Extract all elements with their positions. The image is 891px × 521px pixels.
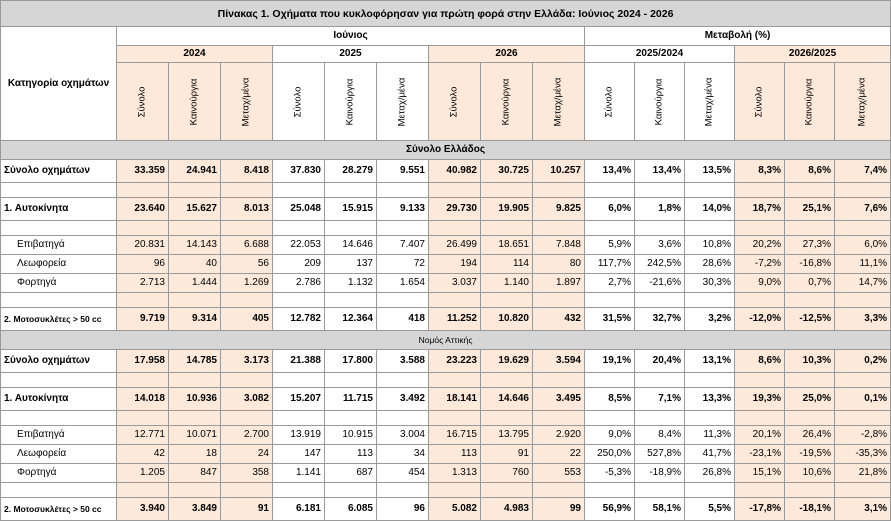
table-cell: 10.257 bbox=[533, 160, 585, 183]
table-cell: 10.915 bbox=[325, 426, 377, 445]
table-cell: 31,5% bbox=[585, 308, 635, 331]
column-subheader-label: Σύνολο bbox=[753, 86, 765, 117]
table-cell: 4.983 bbox=[481, 498, 533, 521]
table-cell: 23.640 bbox=[117, 198, 169, 221]
table-cell: 0,7% bbox=[785, 274, 835, 293]
table-cell: 9,0% bbox=[585, 426, 635, 445]
table-cell: -7,2% bbox=[735, 255, 785, 274]
table-cell: 1.897 bbox=[533, 274, 585, 293]
table-cell: 12.771 bbox=[117, 426, 169, 445]
table-cell: 113 bbox=[429, 445, 481, 464]
table-cell: -17,8% bbox=[735, 498, 785, 521]
table-cell: 58,1% bbox=[635, 498, 685, 521]
column-subheader bbox=[169, 63, 221, 141]
column-subheader-label: Καινούργια bbox=[653, 78, 665, 125]
table-cell: 7.407 bbox=[377, 236, 429, 255]
table-cell: 10,8% bbox=[685, 236, 735, 255]
table-cell: 20,2% bbox=[735, 236, 785, 255]
table-cell: 13,4% bbox=[585, 160, 635, 183]
row-label: Λεωφορεία bbox=[1, 255, 117, 274]
table-row bbox=[1, 255, 891, 274]
table-cell: 15.915 bbox=[325, 198, 377, 221]
table-cell: 1.444 bbox=[169, 274, 221, 293]
column-subheader-label: Καινούργια bbox=[344, 78, 356, 125]
table-cell: 10,6% bbox=[785, 464, 835, 483]
row-label: Επιβατηγά bbox=[1, 426, 117, 445]
table-cell: 96 bbox=[117, 255, 169, 274]
table-cell: 10.936 bbox=[169, 388, 221, 411]
table-row bbox=[1, 350, 891, 373]
table-cell: 114 bbox=[481, 255, 533, 274]
table-cell: 9.551 bbox=[377, 160, 429, 183]
table-cell: 15.207 bbox=[273, 388, 325, 411]
column-subheader bbox=[377, 63, 429, 141]
table-cell: 0,1% bbox=[835, 388, 891, 411]
column-subheader-label: Καινούργια bbox=[188, 78, 200, 125]
table-cell: 2.713 bbox=[117, 274, 169, 293]
table-cell: -35,3% bbox=[835, 445, 891, 464]
table-cell: 18.651 bbox=[481, 236, 533, 255]
table-cell: 26,4% bbox=[785, 426, 835, 445]
table-cell: 25.048 bbox=[273, 198, 325, 221]
row-label: Φορτηγά bbox=[1, 274, 117, 293]
table-cell: 11.252 bbox=[429, 308, 481, 331]
table-cell: 847 bbox=[169, 464, 221, 483]
table-cell: 3,2% bbox=[685, 308, 735, 331]
group-header-change: Μεταβολή (%) bbox=[585, 27, 891, 46]
table-cell: 8.013 bbox=[221, 198, 273, 221]
column-subheader-label: Μεταχ/μένα bbox=[856, 77, 868, 126]
table-cell: 5.082 bbox=[429, 498, 481, 521]
table-cell: 18 bbox=[169, 445, 221, 464]
table-row bbox=[1, 426, 891, 445]
table-cell: 7.848 bbox=[533, 236, 585, 255]
table-cell: 96 bbox=[377, 498, 429, 521]
column-subheader bbox=[273, 63, 325, 141]
table-cell: 10,3% bbox=[785, 350, 835, 373]
table-cell: -16,8% bbox=[785, 255, 835, 274]
table-cell: 147 bbox=[273, 445, 325, 464]
table-cell: 19.629 bbox=[481, 350, 533, 373]
group-header-month: Ιούνιος bbox=[117, 27, 585, 46]
table-cell: 9.825 bbox=[533, 198, 585, 221]
spacer-row bbox=[1, 411, 891, 426]
year-header-2026: 2026 bbox=[429, 46, 585, 63]
table-cell: 13,3% bbox=[685, 388, 735, 411]
table-cell: 15.627 bbox=[169, 198, 221, 221]
table-cell: 113 bbox=[325, 445, 377, 464]
table-cell: 32,7% bbox=[635, 308, 685, 331]
column-subheader bbox=[481, 63, 533, 141]
table-cell: 14.143 bbox=[169, 236, 221, 255]
table-cell: 80 bbox=[533, 255, 585, 274]
row-label: Φορτηγά bbox=[1, 464, 117, 483]
table-cell: 1.313 bbox=[429, 464, 481, 483]
table-cell: 40 bbox=[169, 255, 221, 274]
table-cell: 22 bbox=[533, 445, 585, 464]
table-cell: 25,0% bbox=[785, 388, 835, 411]
table-cell: 3,3% bbox=[835, 308, 891, 331]
table-cell: 13,5% bbox=[685, 160, 735, 183]
table-row bbox=[1, 274, 891, 293]
section-header: Σύνολο Ελλάδος bbox=[1, 141, 891, 160]
row-label: Σύνολο οχημάτων bbox=[1, 350, 117, 373]
table-cell: 3.495 bbox=[533, 388, 585, 411]
table-cell: 14.785 bbox=[169, 350, 221, 373]
column-subheader-label: Μεταχ/μένα bbox=[396, 77, 408, 126]
table-cell: 1.141 bbox=[273, 464, 325, 483]
spacer-row bbox=[1, 221, 891, 236]
table-cell: 6.085 bbox=[325, 498, 377, 521]
column-subheader bbox=[221, 63, 273, 141]
table-cell: 22.053 bbox=[273, 236, 325, 255]
table-row bbox=[1, 464, 891, 483]
table-cell: 21,8% bbox=[835, 464, 891, 483]
spacer-row bbox=[1, 183, 891, 198]
table-cell: 41,7% bbox=[685, 445, 735, 464]
spacer-row bbox=[1, 483, 891, 498]
table-cell: 250,0% bbox=[585, 445, 635, 464]
table-cell: 11.715 bbox=[325, 388, 377, 411]
table-cell: 1,8% bbox=[635, 198, 685, 221]
section-header: Νομός Αττικής bbox=[1, 331, 891, 350]
table-cell: 25,1% bbox=[785, 198, 835, 221]
table-cell: -12,5% bbox=[785, 308, 835, 331]
table-cell: 19,3% bbox=[735, 388, 785, 411]
table-cell: 40.982 bbox=[429, 160, 481, 183]
table-cell: 28.279 bbox=[325, 160, 377, 183]
table-cell: 9,0% bbox=[735, 274, 785, 293]
table-cell: 8,3% bbox=[735, 160, 785, 183]
column-subheader bbox=[325, 63, 377, 141]
table-cell: 3.492 bbox=[377, 388, 429, 411]
table-cell: 194 bbox=[429, 255, 481, 274]
category-header: Κατηγορία οχημάτων bbox=[1, 27, 117, 141]
table-cell: 242,5% bbox=[635, 255, 685, 274]
table-cell: 8,5% bbox=[585, 388, 635, 411]
table-cell: 1.140 bbox=[481, 274, 533, 293]
table-row bbox=[1, 160, 891, 183]
table-cell: 72 bbox=[377, 255, 429, 274]
table-cell: 6.181 bbox=[273, 498, 325, 521]
table-cell: 8.418 bbox=[221, 160, 273, 183]
table-cell: 1.269 bbox=[221, 274, 273, 293]
table-cell: 14.646 bbox=[325, 236, 377, 255]
column-subheader bbox=[785, 63, 835, 141]
column-subheader bbox=[429, 63, 481, 141]
table-cell: 2.786 bbox=[273, 274, 325, 293]
row-label: 1. Αυτοκίνητα bbox=[1, 388, 117, 411]
table-cell: 11,1% bbox=[835, 255, 891, 274]
table-cell: 117,7% bbox=[585, 255, 635, 274]
table-row bbox=[1, 445, 891, 464]
table-cell: 56 bbox=[221, 255, 273, 274]
table-cell: 21.388 bbox=[273, 350, 325, 373]
table-cell: 14.018 bbox=[117, 388, 169, 411]
table-cell: -23,1% bbox=[735, 445, 785, 464]
table-cell: 18,7% bbox=[735, 198, 785, 221]
table-cell: 56,9% bbox=[585, 498, 635, 521]
table-cell: 24.941 bbox=[169, 160, 221, 183]
spacer-row bbox=[1, 293, 891, 308]
table-row bbox=[1, 236, 891, 255]
column-subheader-label: Καινούργια bbox=[500, 78, 512, 125]
column-subheader-label: Σύνολο bbox=[448, 86, 460, 117]
table-cell: 6,0% bbox=[585, 198, 635, 221]
table-cell: 9.719 bbox=[117, 308, 169, 331]
column-subheader bbox=[735, 63, 785, 141]
table-cell: 1.654 bbox=[377, 274, 429, 293]
table-cell: 3.940 bbox=[117, 498, 169, 521]
table-cell: 2.920 bbox=[533, 426, 585, 445]
year-header-2024: 2024 bbox=[117, 46, 273, 63]
table-cell: 9.314 bbox=[169, 308, 221, 331]
table-cell: 432 bbox=[533, 308, 585, 331]
table-cell: 8,4% bbox=[635, 426, 685, 445]
table-cell: 3.173 bbox=[221, 350, 273, 373]
table-cell: 14.646 bbox=[481, 388, 533, 411]
table-cell: 17.800 bbox=[325, 350, 377, 373]
table-cell: 20,1% bbox=[735, 426, 785, 445]
table-cell: 3.594 bbox=[533, 350, 585, 373]
table-cell: 3.849 bbox=[169, 498, 221, 521]
change-header-2026-2025: 2026/2025 bbox=[735, 46, 891, 63]
table-cell: 454 bbox=[377, 464, 429, 483]
table-cell: 18.141 bbox=[429, 388, 481, 411]
row-label: 2. Μοτοσυκλέτες > 50 cc bbox=[1, 308, 117, 331]
table-cell: 20.831 bbox=[117, 236, 169, 255]
table-cell: 11,3% bbox=[685, 426, 735, 445]
row-label: 2. Μοτοσυκλέτες > 50 cc bbox=[1, 498, 117, 521]
table-cell: 12.364 bbox=[325, 308, 377, 331]
table-cell: 8,6% bbox=[785, 160, 835, 183]
table-cell: 19.905 bbox=[481, 198, 533, 221]
table-cell: 2.700 bbox=[221, 426, 273, 445]
table-cell: 3,1% bbox=[835, 498, 891, 521]
column-subheader bbox=[533, 63, 585, 141]
table-cell: 10.820 bbox=[481, 308, 533, 331]
row-label: Σύνολο οχημάτων bbox=[1, 160, 117, 183]
table-cell: 19,1% bbox=[585, 350, 635, 373]
table-cell: 20,4% bbox=[635, 350, 685, 373]
column-subheader bbox=[585, 63, 635, 141]
table-cell: 12.782 bbox=[273, 308, 325, 331]
table-cell: 209 bbox=[273, 255, 325, 274]
table-cell: 7,1% bbox=[635, 388, 685, 411]
column-subheader bbox=[635, 63, 685, 141]
table-cell: 13,1% bbox=[685, 350, 735, 373]
table-cell: 5,5% bbox=[685, 498, 735, 521]
table-cell: 6.688 bbox=[221, 236, 273, 255]
table-cell: 527,8% bbox=[635, 445, 685, 464]
table-cell: 3.037 bbox=[429, 274, 481, 293]
table-cell: 0,2% bbox=[835, 350, 891, 373]
table-cell: 1.205 bbox=[117, 464, 169, 483]
table-cell: 687 bbox=[325, 464, 377, 483]
row-label: Λεωφορεία bbox=[1, 445, 117, 464]
table-cell: 42 bbox=[117, 445, 169, 464]
table-cell: 760 bbox=[481, 464, 533, 483]
table-cell: 15,1% bbox=[735, 464, 785, 483]
table-cell: 33.359 bbox=[117, 160, 169, 183]
table-cell: 16.715 bbox=[429, 426, 481, 445]
table-row bbox=[1, 308, 891, 331]
table-cell: 553 bbox=[533, 464, 585, 483]
table-cell: 418 bbox=[377, 308, 429, 331]
table-cell: 9.133 bbox=[377, 198, 429, 221]
table-cell: 14,7% bbox=[835, 274, 891, 293]
table-cell: -5,3% bbox=[585, 464, 635, 483]
table-cell: 8,6% bbox=[735, 350, 785, 373]
spacer-row bbox=[1, 373, 891, 388]
column-subheader-label: Σύνολο bbox=[292, 86, 304, 117]
table-cell: 3,6% bbox=[635, 236, 685, 255]
change-header-2025-2024: 2025/2024 bbox=[585, 46, 735, 63]
table-cell: 26,8% bbox=[685, 464, 735, 483]
column-subheader-label: Σύνολο bbox=[136, 86, 148, 117]
column-subheader bbox=[685, 63, 735, 141]
table-cell: 3.588 bbox=[377, 350, 429, 373]
row-label: Επιβατηγά bbox=[1, 236, 117, 255]
column-subheader bbox=[117, 63, 169, 141]
column-subheader-label: Μεταχ/μένα bbox=[703, 77, 715, 126]
table-cell: -21,6% bbox=[635, 274, 685, 293]
row-label: 1. Αυτοκίνητα bbox=[1, 198, 117, 221]
table-title: Πίνακας 1. Οχήματα που κυκλοφόρησαν για πρώτη φορά στην Ελλάδα: Ιούνιος 2024 - 2026 bbox=[1, 1, 891, 27]
table-cell: 14,0% bbox=[685, 198, 735, 221]
table-cell: 10.071 bbox=[169, 426, 221, 445]
table-cell: 2,7% bbox=[585, 274, 635, 293]
table-cell: 13.795 bbox=[481, 426, 533, 445]
table-cell: 29.730 bbox=[429, 198, 481, 221]
table-cell: 17.958 bbox=[117, 350, 169, 373]
column-subheader-label: Μεταχ/μένα bbox=[240, 77, 252, 126]
table-cell: 91 bbox=[481, 445, 533, 464]
table-cell: 99 bbox=[533, 498, 585, 521]
table-row bbox=[1, 498, 891, 521]
table-cell: -18,1% bbox=[785, 498, 835, 521]
table-cell: 137 bbox=[325, 255, 377, 274]
table-cell: 13.919 bbox=[273, 426, 325, 445]
table-cell: 26.499 bbox=[429, 236, 481, 255]
column-subheader-label: Καινούργια bbox=[803, 78, 815, 125]
table-cell: -2,8% bbox=[835, 426, 891, 445]
table-cell: 23.223 bbox=[429, 350, 481, 373]
table-cell: 5,9% bbox=[585, 236, 635, 255]
table-cell: 7,6% bbox=[835, 198, 891, 221]
table-cell: 24 bbox=[221, 445, 273, 464]
table-cell: -18,9% bbox=[635, 464, 685, 483]
table-cell: 91 bbox=[221, 498, 273, 521]
table-cell: 28,6% bbox=[685, 255, 735, 274]
table-cell: 3.082 bbox=[221, 388, 273, 411]
year-header-2025: 2025 bbox=[273, 46, 429, 63]
table-cell: 1.132 bbox=[325, 274, 377, 293]
table-cell: -12,0% bbox=[735, 308, 785, 331]
column-subheader bbox=[835, 63, 891, 141]
table-cell: 6,0% bbox=[835, 236, 891, 255]
table-cell: 405 bbox=[221, 308, 273, 331]
table-cell: 27,3% bbox=[785, 236, 835, 255]
table-cell: 3.004 bbox=[377, 426, 429, 445]
column-subheader-label: Μεταχ/μένα bbox=[552, 77, 564, 126]
table-cell: -19,5% bbox=[785, 445, 835, 464]
table-cell: 358 bbox=[221, 464, 273, 483]
table-cell: 30,3% bbox=[685, 274, 735, 293]
table-cell: 30.725 bbox=[481, 160, 533, 183]
column-subheader-label: Σύνολο bbox=[603, 86, 615, 117]
table-cell: 37.830 bbox=[273, 160, 325, 183]
table-row bbox=[1, 198, 891, 221]
table-cell: 34 bbox=[377, 445, 429, 464]
table-row bbox=[1, 388, 891, 411]
table-cell: 7,4% bbox=[835, 160, 891, 183]
table-cell: 13,4% bbox=[635, 160, 685, 183]
